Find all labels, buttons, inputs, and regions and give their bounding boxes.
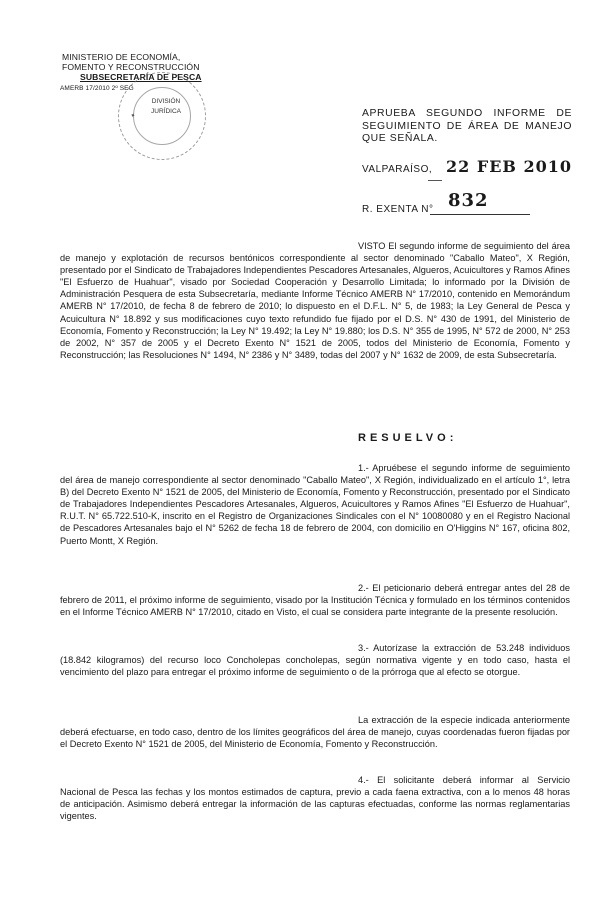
article-2: 2.- El peticionario deberá entregar antes del 28 de febrero de 2011, el próximo informe de seguimiento, visado por la Institución Técnica y formulado en los términos contenidos en el Informe Técnico AMERB N° 17/2010, citado en Visto, el cual se considera parte integrante de la presente resolución. — [60, 583, 570, 618]
stamp-label-division: DIVISIÓN — [151, 98, 181, 105]
document-title: APRUEBA SEGUNDO INFORME DE SEGUIMIENTO DE ÁREA DE MANEJO QUE SEÑALA. — [362, 108, 572, 144]
stamp-inner-ring — [133, 87, 191, 145]
ministry-name-line2: FOMENTO Y RECONSTRUCCIÓN — [62, 62, 200, 72]
amerb-reference: AMERB 17/2010 2º SEG — [60, 85, 134, 92]
resolution-number: 832 — [448, 190, 489, 211]
date-stamp: 22 FEB 2010 — [446, 157, 573, 176]
date-dash-mark — [428, 180, 442, 181]
stamp-label-juridica: JURÍDICA — [151, 108, 181, 115]
visto-text: El segundo informe de seguimiento del área de manejo y explotación de recursos bentónicos correspondiente al sector denominado "Caballo Mateo", X Región, presentado por el Sindicato de Trabajadores Independientes Pescadores Artesanales, Algueros, Acuicultores y Ramos Afines "El Esfuerzo de Huahuar", visado por Sociedad Cooperación y Desarrollo Limitada; lo informado por la División de Administración Pesquera de esta Subsecretaría, mediante Informe Técnico AMERB N° 17/2010, contenido en Memorándum AMERB N° 17/2010, de fecha 8 de febrero de 2010; lo dispuesto en el D.F.L. N° 5, de 1983; la Ley General de Pesca y Acuicultura N° 18.892 y sus modificaciones cuyo texto refundido fue fijado por el D.S. N° 430 de 1991, del Ministerio de Economía, Fomento y Reconstrucción; la Ley N° 19.492; la Ley N° 19.880; los D.S. N° 355 de 1995, N° 572 de 2000, N° 253 de 2002, N° 357 de 2005 y el Decreto Exento N° 1521 de 2005, todos del Ministerio de Economía, Fomento y Reconstrucción; las Resoluciones N° 1494, N° 2386 y N° 3489, todas del 2007 y N° 1632 de 2009, de esta Subsecretaría. — [60, 241, 570, 360]
resolution-number-line — [430, 214, 530, 215]
resolution-label: R. EXENTA N° — [362, 204, 434, 215]
article-3-continuation: La extracción de la especie indicada anteriormente deberá efectuarse, en todo caso, dentro de los límites geográficos del área de manejo, cuyas coordenadas fueron fijadas por el Decreto Exento N° 1521 de 2005, del Ministerio de Economía, Fomento y Reconstrucción. — [60, 715, 570, 750]
stamp-edge-mark: ✦ — [130, 112, 138, 120]
article-1: 1.- Apruébese el segundo informe de seguimiento del área de manejo correspondiente al sector denominado "Caballo Mateo", X Región, individualizado en el artículo 1°, letra B) del Decreto Exento N° 1521 de 2005, del Ministerio de Economía, Fomento y Reconstrucción, presentado por el Sindicato de Trabajadores Independientes Pescadores Artesanales, Algueros, Acuicultores y Ramos Afines "El Esfuerzo de Huahuar", R.U.T. N° 65.722.510-K, inscrito en el Registro de Organizaciones Sindicales con el N° 10080080 y en el Registro Nacional de Pescadores Artesanales bajo el N° 5262 de fecha 18 de febrero de 2004, con domicilio en O'Higgins N° 167, oficina 802, Puerto Montt, X Región. — [60, 463, 570, 546]
article-3: 3.- Autorízase la extracción de 53.248 individuos (18.842 kilogramos) del recurso loco Concholepas concholepas, según normativa vigente y en todo caso, hasta el vencimiento del plazo para entregar el próximo informe de seguimiento o de la prórroga que al efecto se otorgue. — [60, 643, 570, 678]
ministry-name-line1: MINISTERIO DE ECONOMÍA, — [62, 52, 181, 62]
visto-paragraph — [60, 240, 570, 361]
subsecretaria-name: SUBSECRETARÍA DE PESCA — [80, 72, 202, 82]
resuelvo-heading: RESUELVO: — [358, 432, 458, 444]
article-4: 4.- El solicitante deberá informar al Servicio Nacional de Pesca las fechas y los montos estimados de captura, previo a cada faena extractiva, con a lo menos 48 horas de anticipación. Asimismo deberá entregar la información de las capturas efectuadas, conforme las normas reglamentarias vigentes. — [60, 775, 570, 822]
visto-lead: VISTO — [358, 241, 386, 251]
place-label: VALPARAÍSO, — [362, 164, 433, 175]
